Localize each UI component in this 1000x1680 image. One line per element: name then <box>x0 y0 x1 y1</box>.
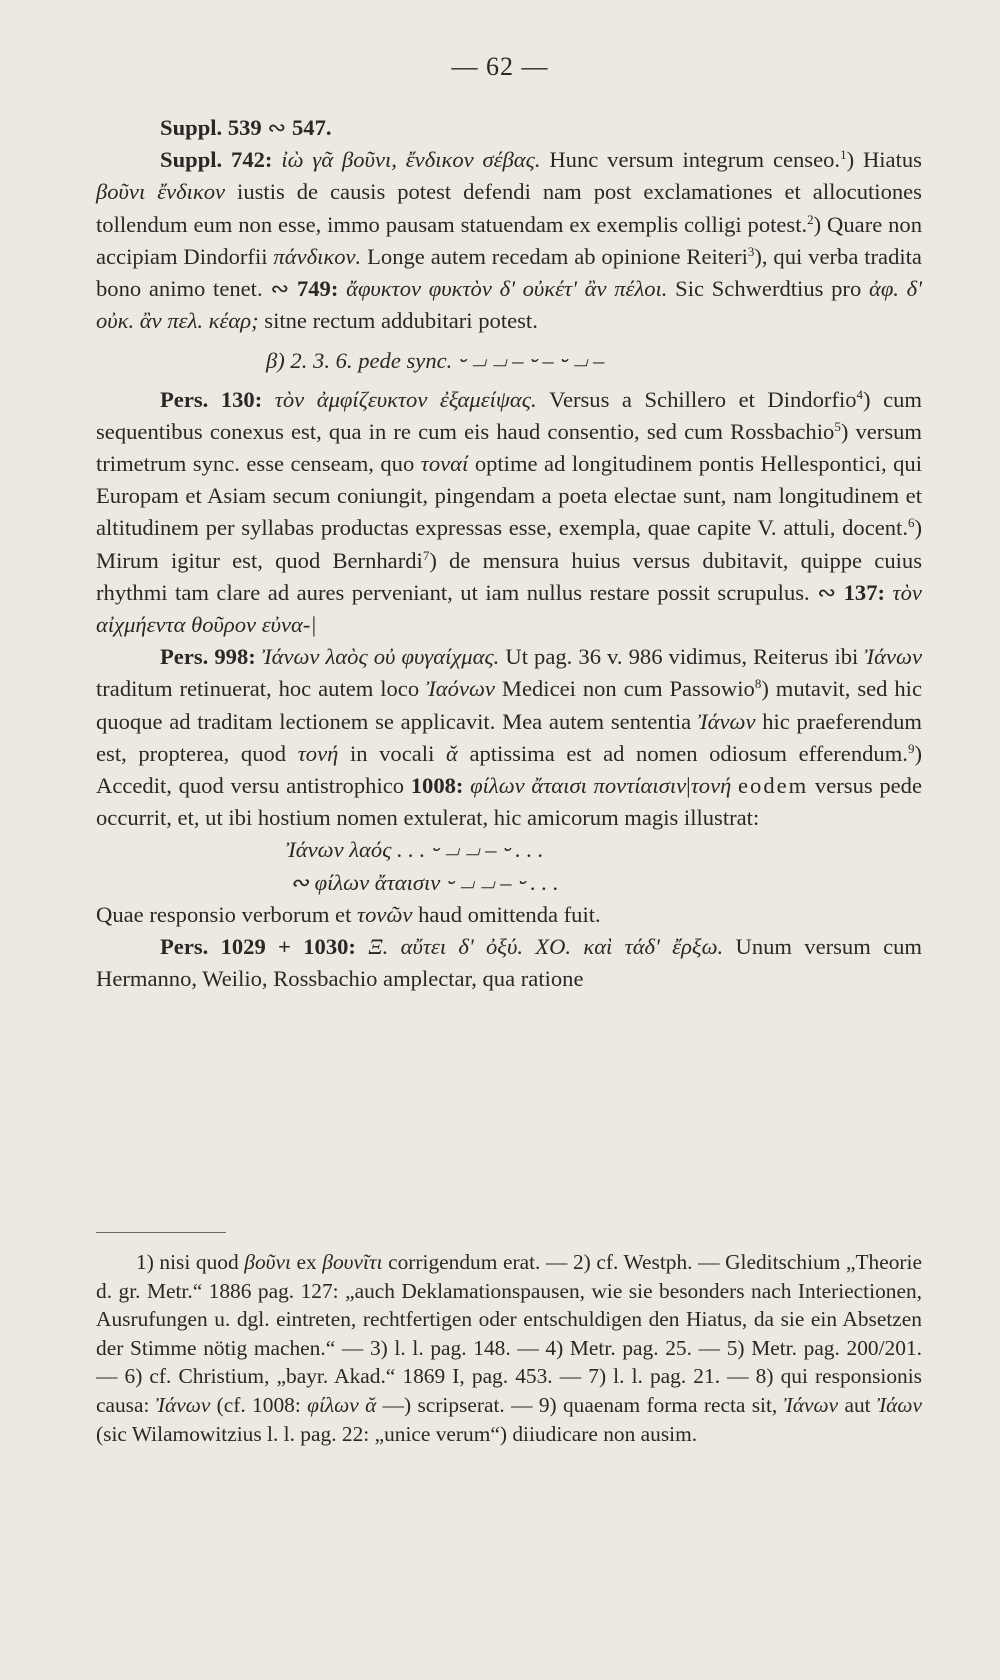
greek-quote: Ἰάνων λαὸς οὐ φυγαίχμας. <box>261 644 500 670</box>
greek-quote: ἄφυκτον φυκτὸν δ' οὐκέτ' ἂν πέλοι. <box>346 276 668 302</box>
footnote-text: 1) nisi quod <box>136 1250 239 1274</box>
text-span: , qui verba tradita bono animo tenet. <box>96 243 922 302</box>
greek-quote: Ἰάνων <box>155 1392 211 1417</box>
greek-quote: ἀφ. δ' οὐκ. ἂν πελ. κέαρ; <box>96 276 922 334</box>
paragraph-pers-998: Pers. 998: Ἰάνων λαὸς οὐ φυγαίχμας. Ut pag. 36 v. 986 vidimus, Reiterus ibi Ἰάνων traditum retinuerat, hoc autem loco Ἰαόνων Medicei non cum Passowio$^8$) mutavit, sed hic quoque ad traditam lectionem se applicavit. Mea autem sententia Ἰάνων hic praeferendum est, propterea, quod τονή in vocali ᾰ aptissima est ad nomen odiosum efferendum.$^9$) Accedit, quod versu antistrophico 1008: φίλων ἄταισι ποντίαισιν|τονή eodem versus pede occurrit, et, ut ibi hostium nomen extulerat, hic amicorum magis illustrat: <box>96 644 922 831</box>
text-span: hic praeferendum est, propterea, quod <box>96 708 922 766</box>
text-span: traditum retinuerat, hoc autem loco <box>96 676 420 702</box>
greek-quote: βουνῖτι <box>322 1250 383 1274</box>
footnote-text: ex <box>296 1250 317 1274</box>
greek-quote: Ἰάνων <box>783 1392 839 1417</box>
greek-quote: βοῦνι <box>244 1250 291 1274</box>
footnote-text: (cf. 1008: <box>216 1392 301 1417</box>
footnote-marker: 7 <box>422 547 430 563</box>
verse-reference: Pers. 130: <box>160 386 263 412</box>
responsion-line-1: Ἰάνων λαός . . . ⏑ ⏗ ⏗ – ⏑ . . . <box>286 837 544 863</box>
greek-quote: τοναί <box>420 451 469 477</box>
text-span: versum trimetrum sync. esse censeam, quo <box>96 418 922 477</box>
footnote-marker: 3 <box>747 243 755 259</box>
paragraph-pers-1029 <box>96 931 922 995</box>
text-span: Hiatus <box>862 147 922 173</box>
footnote-text: corrigendum erat. — 2) cf. Westph. — Gleditschium „Theorie d. gr. Metr.“ 1886 pag. 127: „auch Deklamationspausen, wie sie besonders nach Interiectionen, Ausrufungen u. dgl. eintreten, rechtfertigen oder entschuldigen den Hiatus, da sie ein Absetzen der Stimme nötig machen.“ — 3) l. l. pag. 148. — 4) Metr. pag. 25. — 5) Metr. pag. 200/201. — 6) cf. Christium, „bayr. Akad.“ 1869 I, pag. 453. — 7) l. l. pag. 21. — <box>96 1250 922 1389</box>
metrical-scheme: β) 2. 3. 6. pede sync. ⏑ ⏗ ⏗ – ⏑ – ⏑ ⏗ – <box>266 348 605 374</box>
greek-quote: τονή <box>690 773 732 799</box>
text-span: Sic Schwerdtius pro <box>675 276 862 302</box>
footnote-marker: 2 <box>807 211 814 227</box>
text-span: Unum versum cum Hermanno, Weilio, Rossbachio amplectar, qua ratione <box>96 934 922 992</box>
greek-quote: φίλων ᾰ <box>307 1392 377 1417</box>
greek-quote: τονή <box>297 740 339 766</box>
footnotes <box>96 1248 922 1448</box>
footnote-marker: 9 <box>907 740 915 756</box>
verse-reference: 137: <box>843 579 886 605</box>
footnote-text: 8) qui responsionis causa: <box>96 1364 922 1417</box>
text-span: cum sequentibus conexus est, qua in re cum eis haud consentio, sed cum Rossbachio <box>96 386 922 444</box>
verse-reference: 547. <box>291 115 332 140</box>
paragraph-pers-130: Pers. 130: τὸν ἀμφίζευκτον ἐξαμείψας. Versus a Schillero et Dindorfio$^4$) cum sequentibus conexus est, qua in re cum eis haud consentio, sed cum Rossbachio$^5$) versum trimetrum sync. esse censeam, quo τοναί optime ad longitudinem pontis Hellespontici, qui Europam et Asiam secum coniungit, pingendam a poeta electae sunt, nam longitudinem et altitudinem per syllabas productas expressas esse, exempla, quae capite V. attuli, docent.$^6$) Mirum igitur est, quod Bernhardi$^7$) de mensura huius versus dubitavit, quippe cuius rhythmi tam clare ad aures perveniant, ut iam nullus restare possit scrupulus. ∾ 137: τὸν αἰχμήεντα θοῦρον εὐνα-| <box>96 386 922 638</box>
text-span: de mensura huius versus dubitavit, quippe cuius rhythmi tam clare ad aures perveniant, ut iam nullus restare possit scrupulus. <box>96 547 922 605</box>
footnote-marker: 6 <box>907 515 915 531</box>
text-span: Longe autem recedam ab opinione Reiteri <box>367 243 748 269</box>
verse-reference: Suppl. 742: <box>160 147 273 173</box>
text-span: aptissima est ad nomen odiosum efferendum. <box>469 740 908 766</box>
footnote-marker: 5 <box>834 418 841 434</box>
greek-quote: Ἰάνων <box>864 644 922 670</box>
footnote-marker: 8 <box>754 676 762 692</box>
greek-quote: πάνδικον. <box>273 243 362 269</box>
verse-reference: Suppl. 539 <box>160 115 262 140</box>
greek-quote: φίλων ἄταισι ποντίαισιν <box>470 773 687 799</box>
page-number: — 62 — <box>451 52 549 81</box>
paragraph-responsio <box>96 899 922 931</box>
correspondence-sign: ∾ <box>267 115 287 140</box>
greek-quote: τὸν ἀμφίζευκτον ἐξαμείψας. <box>274 386 537 412</box>
text-span: haud omittenda fuit. <box>418 901 601 927</box>
text-span: Hunc versum integrum censeo. <box>549 147 841 173</box>
verse-reference: 1008: <box>410 773 464 799</box>
greek-quote: τονῶν <box>357 901 413 927</box>
correspondence-sign: ∾ <box>817 579 837 605</box>
text-span: Quare non accipiam Dindorfii <box>96 211 922 269</box>
main-text <box>96 112 922 995</box>
footnote-marker: 4 <box>856 386 864 402</box>
text-span: in vocali <box>349 740 435 766</box>
responsion-line-2: ∾ φίλων ἄταισιν ⏑ ⏗ ⏗ – ⏑ . . . <box>290 869 559 895</box>
greek-quote: Ξ. αὔτει δ' ὀξύ. ΧΟ. καὶ τάδ' ἔρξω. <box>368 934 724 960</box>
greek-quote: ἰὼ γᾶ βοῦνι, ἔνδικον σέβας. <box>281 147 541 173</box>
paragraph-suppl-539 <box>96 112 922 144</box>
footnote-text: aut <box>844 1392 871 1417</box>
greek-quote: βοῦνι ἔνδικον <box>96 179 226 205</box>
text-span: versus pede occurrit, et, ut ibi hostium nomen extulerat, hic amicorum magis illustrat: <box>96 773 922 831</box>
verse-reference: Pers. 998: <box>160 644 256 670</box>
text-span: Ut pag. 36 v. 986 vidimus, Reiterus ibi <box>505 644 859 670</box>
correspondence-sign: ∾ <box>270 276 290 302</box>
greek-quote: Ἰάων <box>876 1392 922 1417</box>
verse-reference: Pers. 1029 + 1030: <box>160 934 356 960</box>
greek-quote: Ἰαόνων <box>426 676 495 702</box>
footnote-text: (sic Wilamowitzius l. l. pag. 22: „unice verum“) diiudicare non ausim. <box>96 1421 698 1446</box>
footnote-block <box>96 1248 922 1448</box>
footnote-divider <box>96 1232 226 1233</box>
text-span: sitne rectum addubitari potest. <box>264 308 538 334</box>
text-span: Accedit, quod versu antistrophico <box>96 773 405 799</box>
footnote-text: —) scripserat. — <box>382 1392 533 1417</box>
text-span: Quae responsio verborum et <box>96 901 352 927</box>
verse-reference: 749: <box>296 276 339 302</box>
greek-quote: ᾰ <box>445 740 458 766</box>
footnote-marker: 1 <box>840 147 847 163</box>
verse-divider: | <box>686 773 691 799</box>
text-span: iustis de causis potest defendi nam post exclamationes et allocutiones tollendum eum non esse, immo pausam statuendam ex exemplis colligi potest. <box>96 179 922 237</box>
text-span: Versus a Schillero et Dindorfio <box>549 386 857 412</box>
text-span: Mirum igitur est, quod Bernhardi <box>96 547 423 573</box>
greek-quote: Ἰάνων <box>697 708 756 734</box>
text-span: optime ad longitudinem pontis Hellespontici, qui Europam et Asiam secum coniungit, pingendam a poeta electae sunt, nam longitudinem et altitudinem per syllabas productas expressas esse, exempla, quae capite V. attuli, docent. <box>96 451 922 541</box>
spaced-text: eodem <box>738 773 809 799</box>
greek-quote: τὸν αἰχμήεντα θοῦρον εὐνα-| <box>96 579 922 638</box>
footnote-text: 9) quaenam forma recta sit, <box>538 1392 778 1417</box>
text-span: Medicei non cum Passowio <box>501 676 755 702</box>
text-span: mutavit, sed hic quoque ad traditam lectionem se applicavit. Mea autem sententia <box>96 676 922 734</box>
paragraph-suppl-742: Suppl. 742: ἰὼ γᾶ βοῦνι, ἔνδικον σέβας. Hunc versum integrum censeo.$^1$) Hiatus βοῦνι ἔνδικον iustis de causis potest defendi nam post exclamationes et allocutiones tollendum eum non esse, immo pausam statuendam ex exemplis colligi potest.$^2$) Quare non accipiam Dindorfii πάνδικον. Longe autem recedam ab opinione Reiteri$^3$), qui verba tradita bono animo tenet. ∾ 749: ἄφυκτον φυκτὸν δ' οὐκέτ' ἂν πέλοι. Sic Schwerdtius pro ἀφ. δ' οὐκ. ἂν πελ. κέαρ; sitne rectum addubitari potest. <box>96 147 922 334</box>
